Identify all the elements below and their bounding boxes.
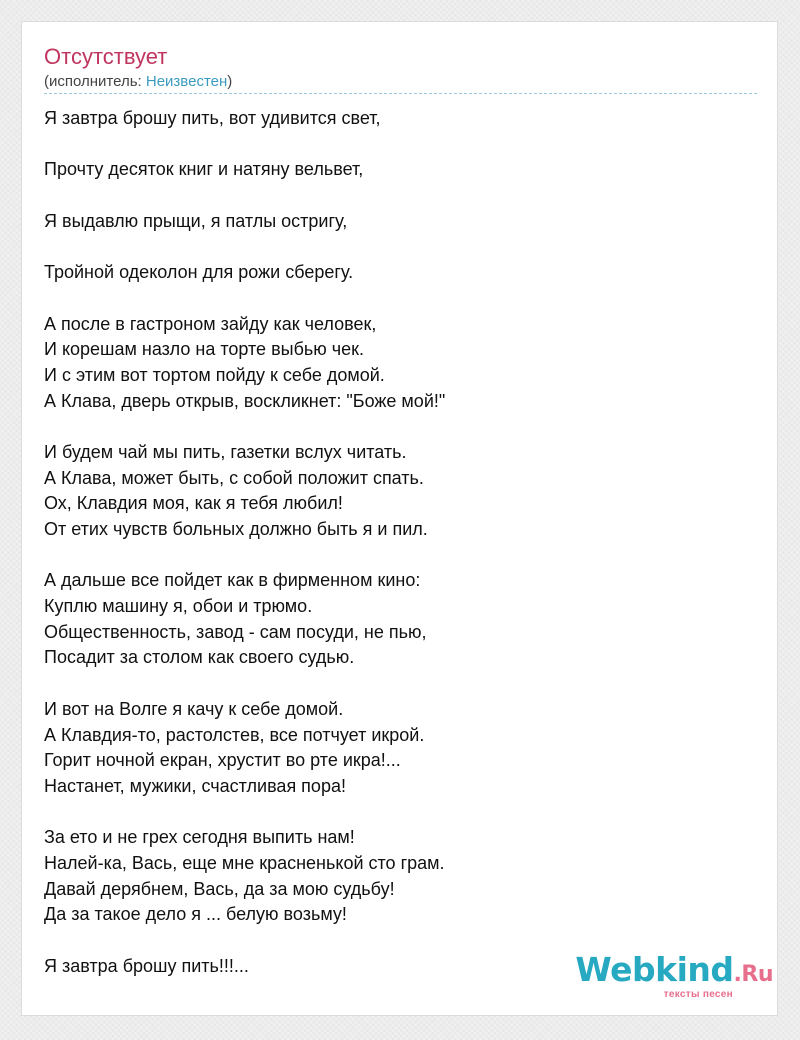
lyric-blank-line (44, 183, 754, 209)
lyric-line: Налей-ка, Вась, еще мне красненькой сто грам. (44, 852, 445, 873)
lyric-blank-line (44, 132, 754, 158)
lyric-line: А Клава, дверь открыв, воскликнет: "Боже мой!" (44, 390, 446, 411)
artist-prefix: (исполнитель: (44, 73, 146, 90)
lyric-line: Посадит за столом как своего судью. (44, 647, 355, 668)
lyric-line: За ето и не грех сегодня выпить нам! (44, 827, 355, 848)
lyric-line: И с этим вот тортом пойду к себе домой. (44, 364, 385, 385)
lyric-line: И корешам назло на торте выбью чек. (44, 339, 365, 360)
song-title: Отсутствует (44, 44, 168, 69)
lyric-blank-line (44, 234, 754, 260)
lyric-line: И будем чай мы пить, газетки вслух читать. (44, 441, 407, 462)
artist-link[interactable]: Неизвестен (145, 73, 228, 90)
artist-suffix: ) (227, 73, 233, 90)
lyric-line: Я завтра брошу пить!!!... (44, 955, 249, 976)
lyric-line: А Клавдия-то, растолстев, все потчует икрой. (44, 724, 425, 745)
lyric-line: Прочту десяток книг и натяну вельвет, (44, 159, 364, 180)
lyric-blank-line (44, 800, 754, 826)
lyric-line: Я завтра брошу пить, вот удивится свет, (44, 108, 381, 128)
lyric-blank-line (44, 671, 754, 697)
webkind-logo[interactable] (575, 952, 773, 1000)
lyric-line: А дальше все пойдет как в фирменном кино: (44, 570, 421, 591)
lyric-line: Ох, Клавдия моя, как я тебя любил! (44, 493, 343, 514)
lyric-line: И вот на Волге я качу к себе домой. (44, 698, 344, 719)
lyric-line: А Клава, может быть, с собой положит спать. (44, 467, 424, 488)
lyric-blank-line (44, 286, 754, 312)
lyric-line: Да за такое дело я ... белую возьму! (44, 904, 347, 925)
lyric-line: Куплю машину я, обои и трюмо. (44, 596, 313, 617)
logo-word: Webkind (575, 950, 734, 989)
lyric-blank-line (44, 414, 754, 440)
lyrics-body (44, 106, 754, 979)
artist-line (44, 73, 232, 91)
logo-wordmark (575, 952, 773, 993)
lyric-blank-line (44, 543, 754, 569)
logo-tagline: тексты песен (663, 989, 733, 1000)
lyric-line: От етих чувств больных должно быть я и пил. (44, 519, 428, 539)
lyric-line: Я выдавлю прыщи, я патлы остригу, (44, 210, 348, 231)
lyric-line: Давай дерябнем, Вась, да за мою судьбу! (44, 878, 395, 899)
lyric-line: А после в гастроном зайду как человек, (44, 313, 377, 334)
lyrics-card (21, 21, 778, 1016)
logo-suffix: .Ru (733, 962, 773, 987)
lyric-line: Тройной одеколон для рожи сберегу. (44, 262, 354, 283)
lyric-line: Общественность, завод - сам посуди, не пью, (44, 621, 427, 642)
lyric-line: Настанет, мужики, счастливая пора! (44, 775, 346, 796)
lyric-line: Горит ночной екран, хрустит во рте икра!... (44, 750, 401, 771)
title-divider (44, 93, 757, 94)
